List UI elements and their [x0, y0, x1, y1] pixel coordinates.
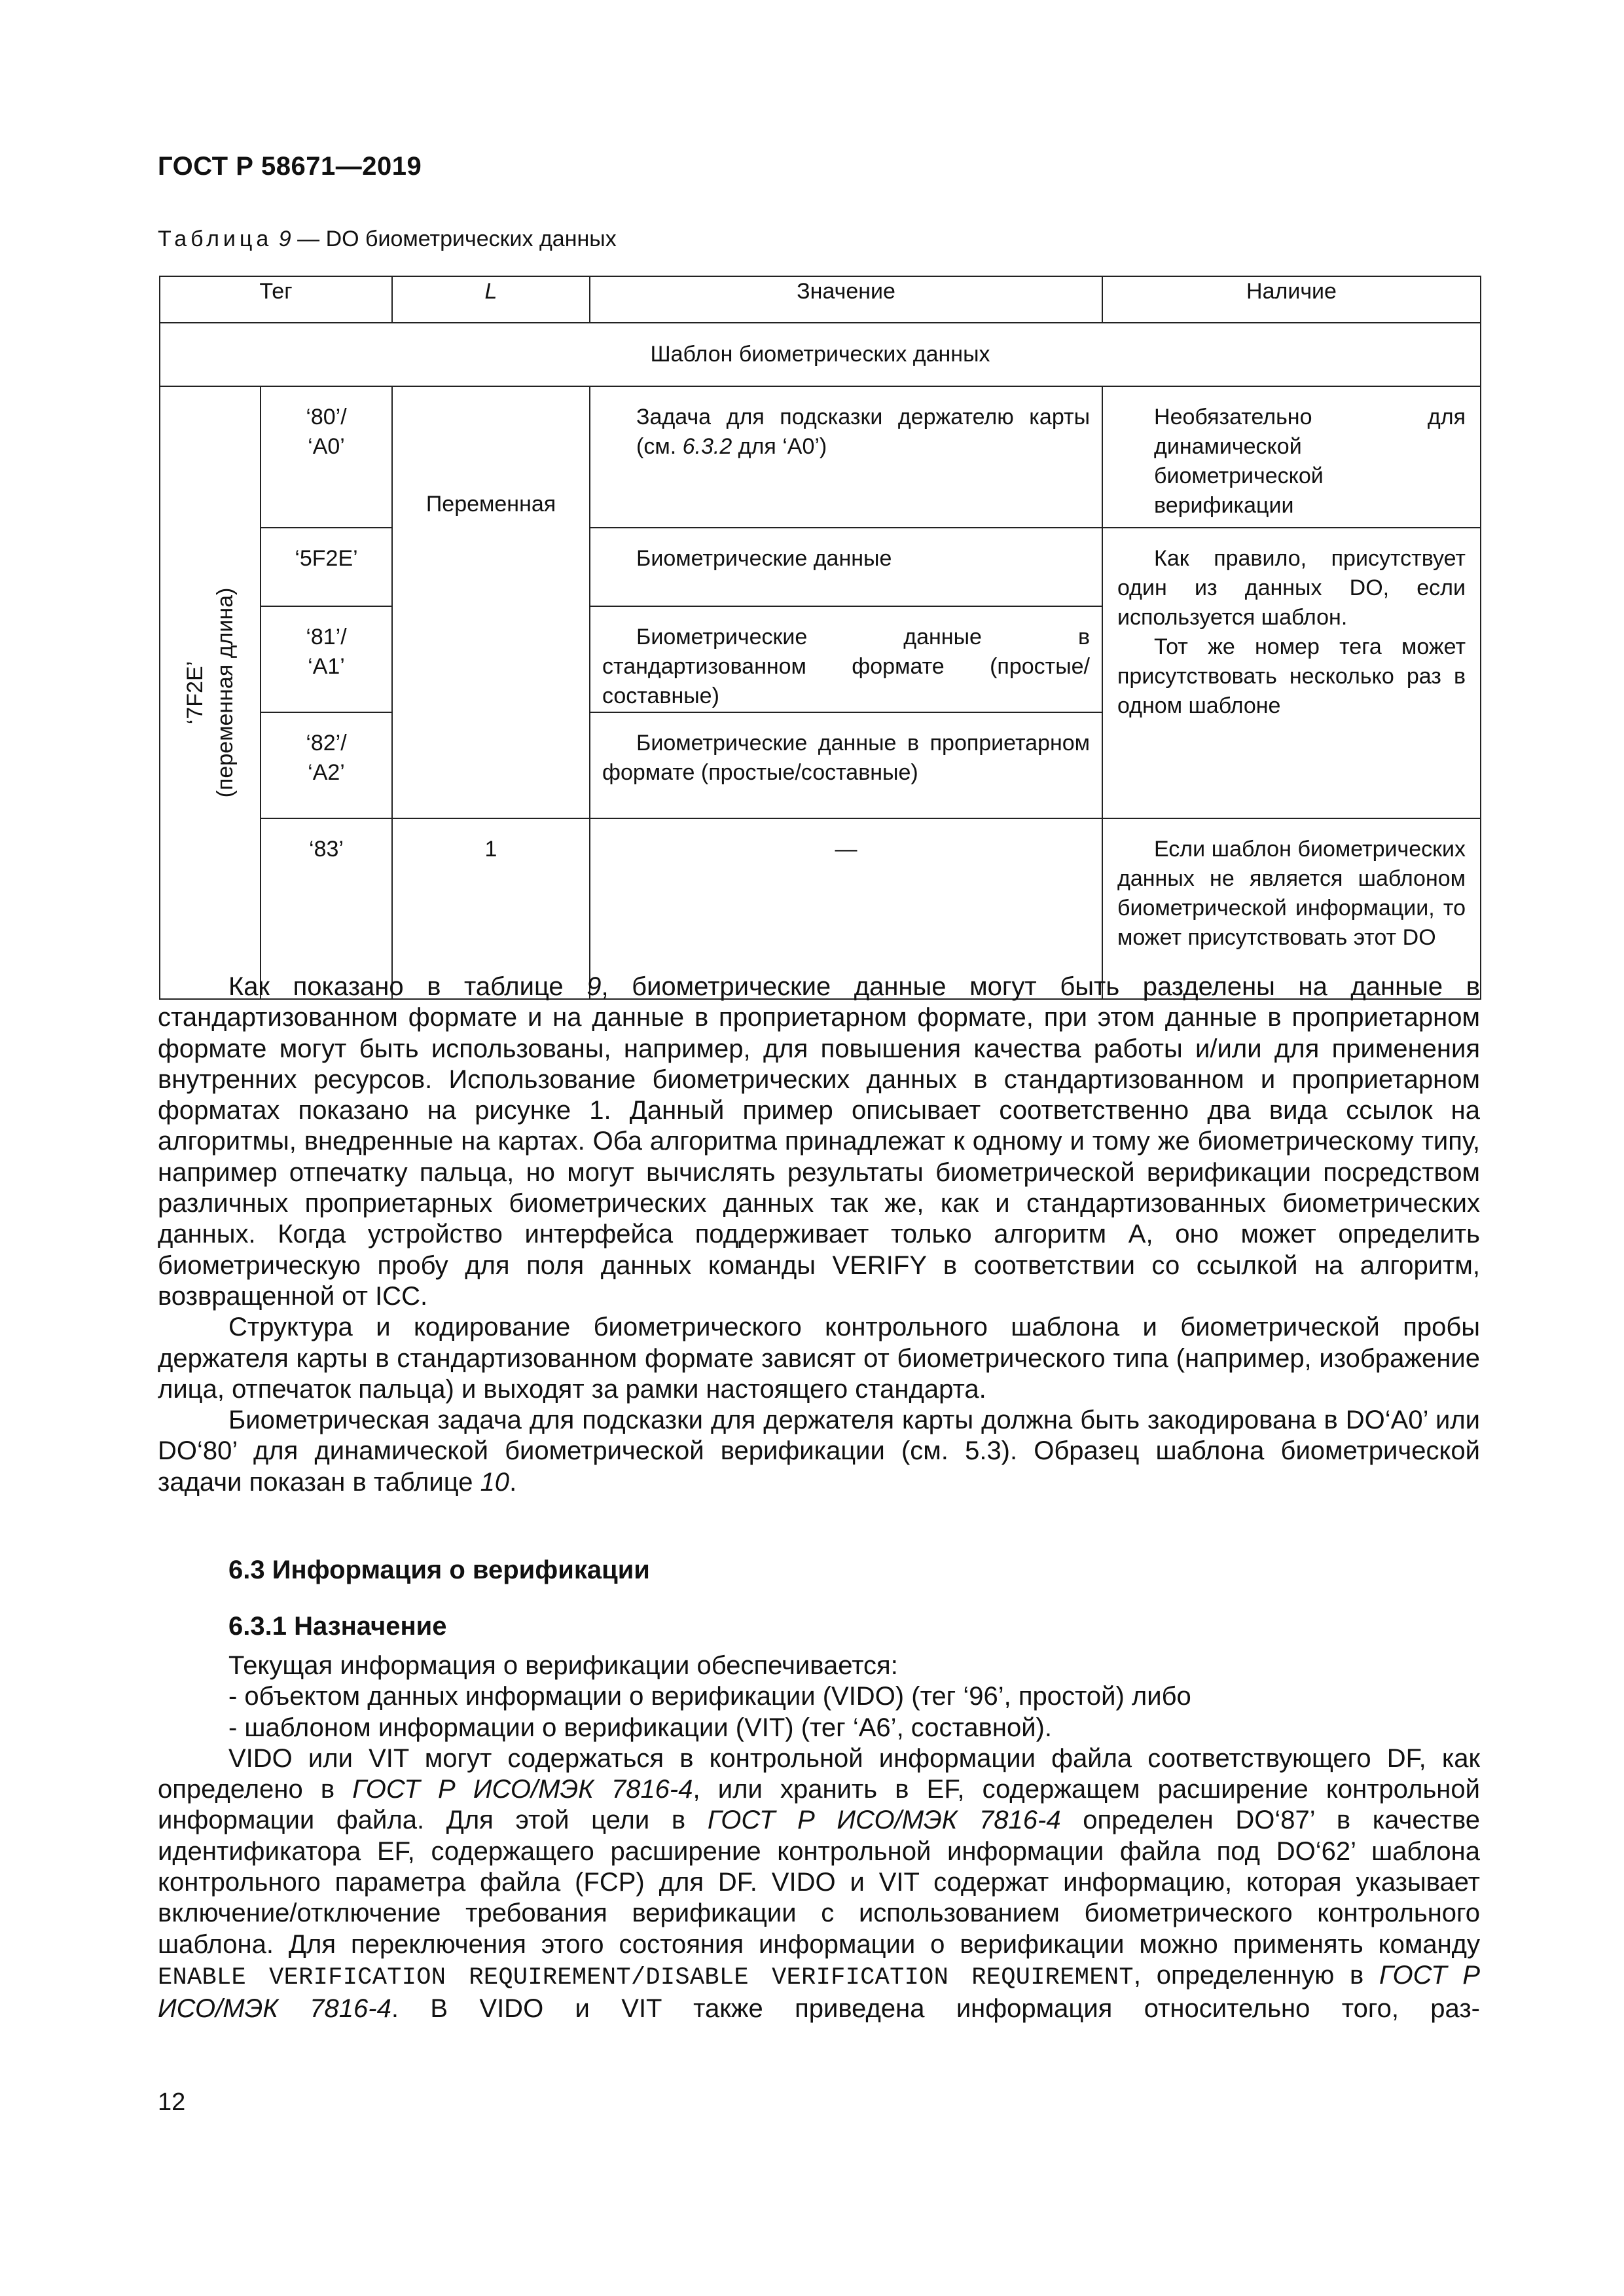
standard-ref: ГОСТ Р ИСО/МЭК 7816-4 — [158, 1960, 1481, 2024]
section-title: Шаблон биометрических данных — [160, 323, 1481, 386]
command-name: ENABLE VERIFICATION REQUIREMENT/DISABLE VERIFICATION REQUIREMENT — [158, 1963, 1134, 1992]
tag-cell — [261, 606, 392, 712]
tag-text: ‘82’/ — [306, 731, 347, 756]
paragraph-text: , или хранить в EF, содержащем расширение контрольной информации файла. Для этой цели в — [158, 1775, 1480, 1835]
col-header-tag: Тег — [160, 276, 392, 323]
tag-cell: ‘5F2E’ — [261, 528, 392, 606]
document-header: ГОСТ Р 58671—2019 — [158, 152, 422, 181]
paragraph: Текущая информация о верификации обеспечивается: — [228, 1651, 898, 1680]
outer-tag-label — [180, 457, 240, 928]
paragraph — [158, 972, 1480, 1312]
paragraph-text: . В VIDO и VIT также приведена информация относительно того, раз- — [391, 1994, 1481, 2024]
value-cell — [590, 386, 1102, 528]
section-heading-6-3-1: 6.3.1 Назначение — [228, 1612, 447, 1641]
section-heading-6-3: 6.3 Информация о верификации — [228, 1556, 650, 1584]
tag-text: ‘A1’ — [308, 654, 345, 679]
tag-text: ‘A0’ — [308, 434, 345, 459]
standard-ref: ГОСТ Р ИСО/МЭК 7816-4 — [352, 1775, 693, 1804]
col-header-value: Значение — [590, 276, 1102, 323]
tag-text: ‘81’/ — [306, 625, 347, 649]
outer-tag-code: ‘7F2E’ — [183, 661, 208, 725]
table-ref: 10 — [480, 1467, 510, 1497]
biometric-data-table — [159, 276, 1481, 1000]
presence-text: Как правило, присутствует один из данных DO, если используется шаблон. — [1117, 546, 1466, 630]
tag-cell — [261, 386, 392, 528]
body-text-block-2 — [158, 1650, 1480, 2025]
table-row — [160, 386, 1481, 528]
outer-tag-note: (переменная длина) — [213, 587, 238, 798]
paragraph: Структура и кодирование биометрического контрольного шаблона и биометрической пробы держателя карты в стандартизованном формате зависят от биометрического типа (например, изображение лица, отпечаток пальца) и выходят за рамки настоящего стандарта. — [158, 1313, 1480, 1404]
paragraph-text: , определенную в — [1133, 1960, 1380, 1990]
value-text: Задача для подсказки держателю карты (см. — [636, 405, 1091, 459]
paragraph-text: . — [509, 1467, 517, 1497]
presence-cell-shared — [1102, 528, 1481, 818]
presence-cell: Если шаблон биометрических данных не является шаблоном биометрической информации, то может присутствовать этот DO — [1102, 818, 1481, 999]
tag-text: ‘A2’ — [308, 760, 345, 785]
standard-ref: ГОСТ Р ИСО/МЭК 7816-4 — [707, 1806, 1061, 1835]
list-item: - шаблоном информации о верификации (VIT) (тег ‘A6’, составной). — [228, 1713, 1052, 1742]
value-cell: Биометрические данные в проприетарном формате (простые/составные) — [590, 712, 1102, 818]
col-header-presence: Наличие — [1102, 276, 1481, 323]
table-caption-text: — DO биометрических данных — [291, 227, 617, 251]
paragraph-text: определен DO‘87’ в качестве идентификатора EF, содержащего расширение контрольной информации файла под DO‘62’ шаблона контрольного параметра файла (FCP) для DF. VIDO и VIT содержат информацию, которая указывает включение/отключение требования верификации с использованием биометрического контрольного шаблона. Для переключения этого состояния информации о верификации можно применять команду — [158, 1806, 1480, 1959]
value-cell: Биометрические данные в стандартизованном формате (простые/составные) — [590, 606, 1102, 712]
paragraph-text: , биометрические данные могут быть разделены на данные в стандартизованном формате и на данные в проприетарном формате, при этом данные в проприетарном формате могут быть использованы, например, для повышения качества работы и/или для применения внутренних ресурсов. Использование биометрических данных в стандартизованном и проприетарном форматах показано на рисунке 1. Данный пример описывает соответственно два вида ссылок на алгоритмы, внедренные на картах. Оба алгоритма принадлежат к одному и тому же биометрическому типу, например отпечатку пальца, но могут вычислять результаты биометрической верификации посредством различных проприетарных биометрических данных так же, как и стандартизованных биометрических данных. Когда устройство интерфейса поддерживает только алгоритм A, оно может определить биометрическую пробу для поля данных команды VERIFY в соответствии со ссылкой на алгоритм, возвращенной от ICC. — [158, 972, 1480, 1311]
paragraph-text: Биометрическая задача для подсказки для держателя карты должна быть закодирована в DO‘A0’ или DO‘80’ для динамической биометрической верификации (см. 5.3). Образец шаблона биометрической задачи показан в таблице — [158, 1406, 1480, 1497]
value-cell: Биометрические данные — [590, 528, 1102, 606]
page-number: 12 — [158, 2088, 186, 2116]
paragraph — [158, 1743, 1480, 2025]
presence-text: Тот же номер тега может присутствовать несколько раз в одном шаблоне — [1117, 634, 1466, 718]
length-cell: 1 — [392, 818, 590, 999]
table-caption — [158, 227, 617, 252]
length-cell: Переменная — [392, 386, 590, 818]
paragraph-text: Как показано в таблице — [228, 972, 587, 1001]
table-section-row — [160, 323, 1481, 386]
table-row — [160, 528, 1481, 606]
col-header-length: L — [392, 276, 590, 323]
tag-cell — [261, 712, 392, 818]
body-text-block-1 — [158, 972, 1480, 1498]
table-caption-word: Таблица — [158, 227, 273, 251]
tag-cell: ‘83’ — [261, 818, 392, 999]
table-ref: 9 — [586, 972, 602, 1001]
value-ref: 6.3.2 — [682, 434, 732, 459]
outer-tag-cell — [160, 386, 261, 999]
paragraph — [158, 1405, 1480, 1498]
list-item: - объектом данных информации о верификации (VIDO) (тег ‘96’, простой) либо — [228, 1682, 1191, 1711]
table-header-row — [160, 276, 1481, 323]
value-text: для ‘A0’) — [732, 434, 827, 459]
tag-text: ‘80’/ — [306, 405, 347, 429]
value-cell: — — [590, 818, 1102, 999]
paragraph-text: VIDO или VIT могут содержаться в контрольной информации файла соответствующего DF, как определено в — [158, 1743, 1480, 1804]
table-caption-number: 9 — [278, 227, 291, 251]
presence-cell: Необязательно для динамической биометрической верификации — [1102, 386, 1481, 528]
